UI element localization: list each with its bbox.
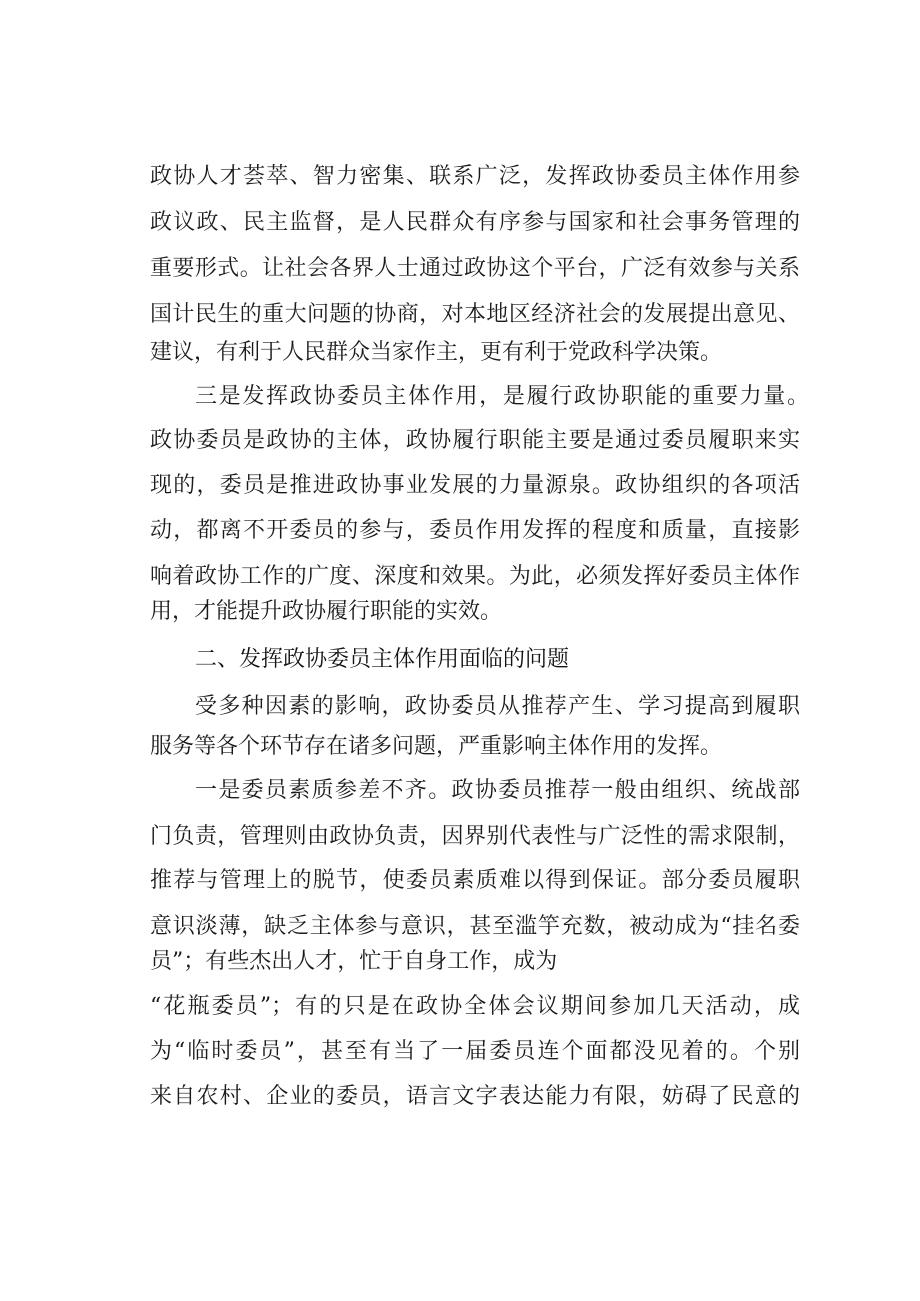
text-line: 门负责，管理则由政协负责，因界别代表性与广泛性的需求限制， xyxy=(150,824,800,849)
text-line: 来自农村、企业的委员，语言文字表达能力有限，妨碍了民意的 xyxy=(150,1084,800,1109)
text-line: 政议政、民主监督，是人民群众有序参与国家和社会事务管理的 xyxy=(150,210,800,235)
section-heading: 二、发挥政协委员主体作用面临的问题 xyxy=(195,647,570,672)
text-line: 国计民生的重大问题的协商，对本地区经济社会的发展提出意见、 xyxy=(150,302,800,327)
text-line: 为“临时委员”，甚至有当了一届委员连个面都没见着的。个别 xyxy=(150,1039,800,1064)
text-line: 推荐与管理上的脱节，使委员素质难以得到保证。部分委员履职 xyxy=(150,868,800,893)
text-line: 建议，有利于人民群众当家作主，更有利于党政科学决策。 xyxy=(150,340,723,365)
text-line: 政协委员是政协的主体，政协履行职能主要是通过委员履职来实 xyxy=(150,428,800,453)
text-line: 现的，委员是推进政协事业发展的力量源泉。政协组织的各项活 xyxy=(150,473,800,498)
text-line: 重要形式。让社会各界人士通过政协这个平台，广泛有效参与关系 xyxy=(150,256,800,281)
text-line: 动，都离不开委员的参与，委员作用发挥的程度和质量，直接影 xyxy=(150,518,800,543)
text-line: 员”；有些杰出人才，忙于自身工作，成为 xyxy=(150,949,558,974)
paragraph-first-line: 受多种因素的影响，政协委员从推荐产生、学习提高到履职 xyxy=(195,694,800,719)
text-line: 响着政协工作的广度、深度和效果。为此，必须发挥好委员主体作 xyxy=(150,564,800,589)
paragraph-first-line: 一是委员素质参差不齐。政协委员推荐一般由组织、统战部 xyxy=(195,778,800,803)
text-line: 意识淡薄，缺乏主体参与意识，甚至滥竽充数，被动成为“挂名委 xyxy=(150,914,800,939)
paragraph-first-line: 三是发挥政协委员主体作用，是履行政协职能的重要力量。 xyxy=(195,384,809,409)
text-line: 政协人才荟萃、智力密集、联系广泛，发挥政协委员主体作用参 xyxy=(150,164,800,189)
text-line: 服务等各个环节存在诸多问题，严重影响主体作用的发挥。 xyxy=(150,734,723,759)
text-line: 用，才能提升政协履行职能的实效。 xyxy=(150,599,503,624)
text-line: “花瓶委员”；有的只是在政协全体会议期间参加几天活动，成 xyxy=(150,994,800,1019)
